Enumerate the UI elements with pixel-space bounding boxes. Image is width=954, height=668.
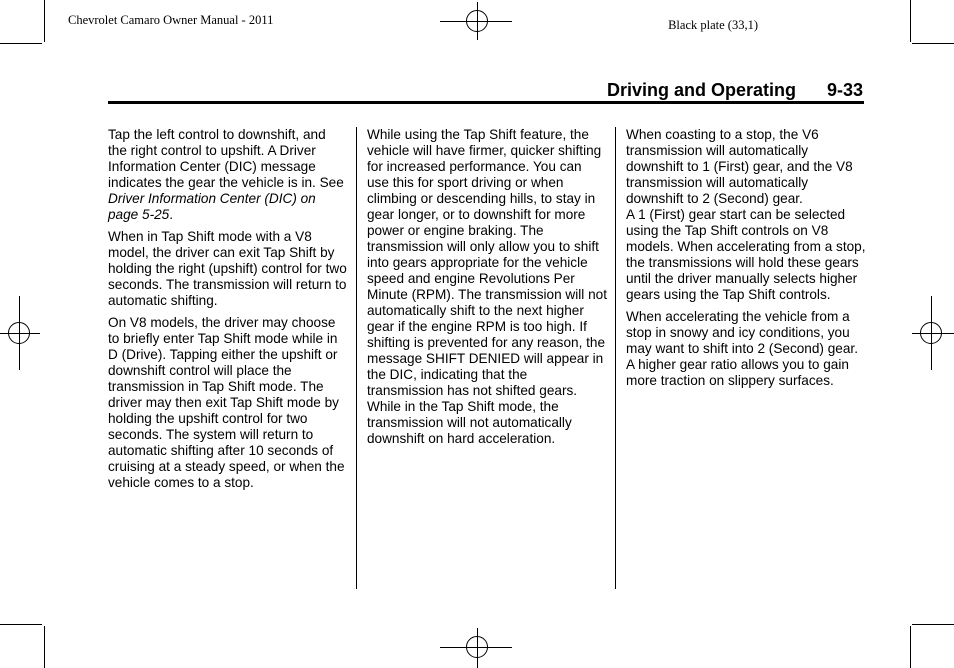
registration-line: [440, 21, 512, 22]
text-column-1: [108, 127, 348, 497]
registration-line: [477, 628, 478, 668]
page-number: 9-33: [826, 80, 863, 100]
text-column-3: [626, 127, 866, 395]
crop-mark: [44, 0, 45, 42]
paragraph: When in Tap Shift mode with a V8 model, the driver can exit Tap Shift by holding the right (upshift) control for two seconds. The transmission will return to automatic shifting.: [108, 229, 347, 308]
crop-mark: [912, 43, 954, 44]
text-column-2: [367, 127, 607, 453]
registration-line: [440, 647, 512, 648]
registration-line: [912, 333, 954, 334]
crop-mark: [0, 43, 42, 44]
crop-mark: [44, 626, 45, 668]
registration-line: [931, 296, 932, 370]
manual-title: Chevrolet Camaro Owner Manual - 2011: [68, 13, 274, 27]
crop-mark: [910, 626, 911, 668]
registration-line: [19, 296, 20, 370]
header-rule: [108, 101, 864, 104]
cross-reference: Driver Information Center (DIC) on page 5-25: [108, 191, 316, 222]
column-divider: [615, 127, 616, 589]
paragraph: A 1 (First) gear start can be selected using the Tap Shift controls on V8 models. When accelerating from a stop, the transmissions will hold these gears until the driver manually selects higher gears using the Tap Shift controls.: [626, 207, 866, 302]
paragraph: When accelerating the vehicle from a stop in snowy and icy conditions, you may want to shift into 2 (Second) gear. A higher gear ratio allows you to gain more traction on slippery surfaces.: [626, 309, 858, 388]
registration-line: [477, 2, 478, 40]
paragraph: When coasting to a stop, the V6 transmission will automatically downshift to 1 (First) gear, and the V8 transmission will automatically downshift to 2 (Second) gear.: [626, 127, 853, 206]
paragraph: On V8 models, the driver may choose to briefly enter Tap Shift mode while in D (Drive). Tapping either the upshift or downshift control will place the transmission in Tap Shift mode. The driver may then exit Tap Shift mode by holding the upshift control for two seconds. The system will return to automatic shifting after 10 seconds of cruising at a steady speed, or when the vehicle comes to a stop.: [108, 315, 345, 490]
section-title: Driving and Operating: [606, 80, 796, 100]
registration-line: [0, 333, 40, 334]
crop-mark: [0, 624, 42, 625]
paragraph: Tap the left control to downshift, and the right control to upshift. A Driver Information Center (DIC) message indicates the gear the vehicle is in. See Driver Information Center (DIC) on page 5-25.: [108, 127, 344, 222]
column-divider: [356, 127, 357, 589]
plate-label: Black plate (33,1): [668, 18, 758, 32]
crop-mark: [912, 624, 954, 625]
crop-mark: [910, 0, 911, 42]
paragraph: While using the Tap Shift feature, the vehicle will have firmer, quicker shifting for increased performance. You can use this for sport driving or when climbing or descending hills, to stay in gear longer, or to downshift for more power or engine braking. The transmission will only allow you to shift into gears appropriate for the vehicle speed and engine Revolutions Per Minute (RPM). The transmission will not automatically shift to the next higher gear if the engine RPM is too high. If shifting is prevented for any reason, the message SHIFT DENIED will appear in the DIC, indicating that the transmission has not shifted gears. While in the Tap Shift mode, the transmission will not automatically downshift on hard acceleration.: [367, 127, 607, 446]
